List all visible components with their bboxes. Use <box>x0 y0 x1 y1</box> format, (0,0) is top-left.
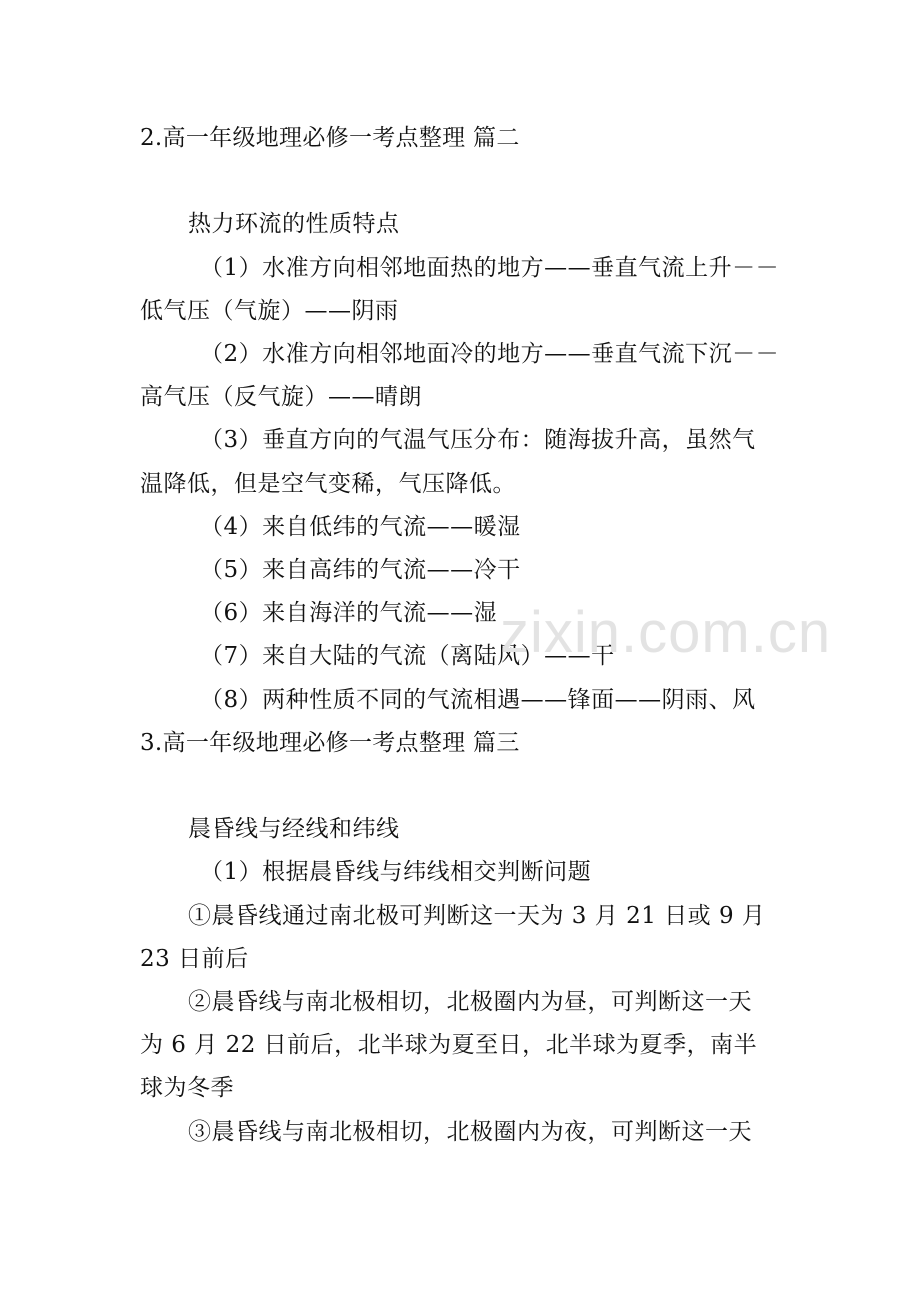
paragraph-line: （4）来自低纬的气流——暖湿 <box>200 514 521 540</box>
paragraph-line: （6）来自海洋的气流——湿 <box>200 600 498 626</box>
paragraph-line: （8）两种性质不同的气流相遇——锋面——阴雨、风 <box>200 687 756 713</box>
section-3-heading: 3.高一年级地理必修一考点整理 篇三 <box>140 730 520 756</box>
paragraph-line: 23 日前后 <box>140 946 249 972</box>
section-2-heading: 2.高一年级地理必修一考点整理 篇二 <box>140 125 520 151</box>
paragraph-line: 温降低，但是空气变稀，气压降低。 <box>140 471 516 497</box>
paragraph-line: 高气压（反气旋）——晴朗 <box>140 384 422 410</box>
paragraph-line: （2）水准方向相邻地面冷的地方——垂直气流下沉－－ <box>200 341 780 367</box>
paragraph-line: （1）根据晨昏线与纬线相交判断问题 <box>200 859 592 885</box>
watermark: zixin.com.cn <box>500 600 832 665</box>
paragraph-line: 球为冬季 <box>140 1075 234 1101</box>
paragraph-line: 为 6 月 22 日前后，北半球为夏至日，北半球为夏季，南半 <box>140 1032 758 1058</box>
paragraph-line: （5）来自高纬的气流——冷干 <box>200 557 521 583</box>
paragraph-line: 低气压（气旋）——阴雨 <box>140 298 399 324</box>
paragraph-line: ①晨昏线通过南北极可判断这一天为 3 月 21 日或 9 月 <box>188 903 766 929</box>
section-3-subheading: 晨昏线与经线和纬线 <box>188 816 400 842</box>
paragraph-line: ③晨昏线与南北极相切，北极圈内为夜，可判断这一天 <box>188 1119 752 1145</box>
paragraph-line: （1）水准方向相邻地面热的地方——垂直气流上升－－ <box>200 255 780 281</box>
paragraph-line: （7）来自大陆的气流（离陆风）——干 <box>200 643 615 669</box>
paragraph-line: （3）垂直方向的气温气压分布：随海拔升高，虽然气 <box>200 427 756 453</box>
paragraph-line: ②晨昏线与南北极相切，北极圈内为昼，可判断这一天 <box>188 989 752 1015</box>
section-2-subheading: 热力环流的性质特点 <box>188 211 400 237</box>
